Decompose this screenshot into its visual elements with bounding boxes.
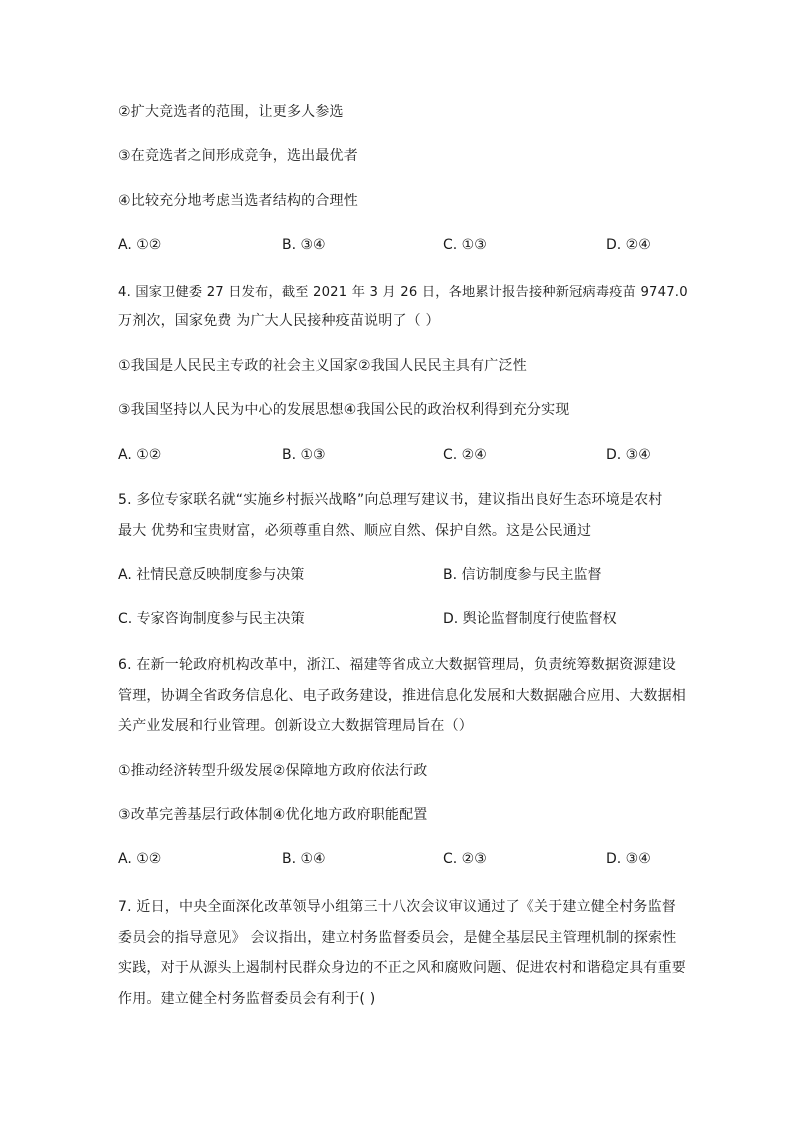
q7-stem-line-2: 委员会的指导意见》 会议指出，建立村务监督委员会，是健全基层民主管理机制的探索性 bbox=[118, 930, 677, 946]
q6-items-line-1: ①推动经济转型升级发展②保障地方政府依法行政 bbox=[118, 763, 428, 779]
q4-option-d: D. ③④ bbox=[606, 447, 651, 463]
q7-stem-line-3: 实践，对于从源头上遏制村民群众身边的不正之风和腐败问题、促进农村和谐稳定具有重要 bbox=[118, 960, 686, 976]
q6-option-b: B. ①④ bbox=[282, 851, 326, 867]
q4-items-line-2: ③我国坚持以人民为中心的发展思想④我国公民的政治权利得到充分实现 bbox=[118, 402, 570, 418]
q5-option-a: A. 社情民意反映制度参与决策 bbox=[118, 567, 305, 583]
q6-stem-line-3: 关产业发展和行业管理。创新设立大数据管理局旨在（） bbox=[118, 718, 473, 734]
q3-option-a: A. ①② bbox=[118, 237, 162, 253]
q5-option-c: C. 专家咨询制度参与民主决策 bbox=[118, 611, 305, 627]
q6-items-line-2: ③改革完善基层行政体制④优化地方政府职能配置 bbox=[118, 807, 428, 823]
q6-option-a: A. ①② bbox=[118, 851, 162, 867]
q6-option-d: D. ③④ bbox=[606, 851, 651, 867]
q5-stem-line-2: 最大 优势和宝贵财富，必须尊重自然、顺应自然、保护自然。这是公民通过 bbox=[118, 523, 592, 539]
q5-option-b: B. 信访制度参与民主监督 bbox=[443, 567, 602, 583]
q4-stem-line-1: 4. 国家卫健委 27 日发布，截至 2021 年 3 月 26 日，各地累计报告接种新冠病毒疫苗 9747.0 bbox=[118, 285, 688, 300]
q4-items-line-1: ①我国是人民民主专政的社会主义国家②我国人民民主具有广泛性 bbox=[118, 358, 527, 374]
q6-option-c: C. ②③ bbox=[443, 851, 487, 867]
q3-option-b: B. ③④ bbox=[282, 237, 326, 253]
q7-stem-line-1: 7. 近日，中央全面深化改革领导小组第三十八次会议审议通过了《关于建立健全村务监督 bbox=[118, 899, 677, 915]
q4-option-a: A. ①② bbox=[118, 447, 162, 463]
q3-option-d: D. ②④ bbox=[606, 237, 651, 253]
q5-stem-line-1: 5. 多位专家联名就“实施乡村振兴战略”向总理写建议书，建议指出良好生态环境是农村 bbox=[118, 492, 663, 508]
q3-item-3: ③在竞选者之间形成竞争，选出最优者 bbox=[118, 148, 358, 164]
q3-item-4: ④比较充分地考虑当选者结构的合理性 bbox=[118, 193, 358, 209]
q3-item-2: ②扩大竞选者的范围，让更多人参选 bbox=[118, 104, 344, 120]
q6-stem-line-2: 管理，协调全省政务信息化、电子政务建设，推进信息化发展和大数据融合应用、大数据相 bbox=[118, 688, 686, 704]
q4-option-b: B. ①③ bbox=[282, 447, 326, 463]
q6-stem-line-1: 6. 在新一轮政府机构改革中，浙江、福建等省成立大数据管理局，负责统筹数据资源建设 bbox=[118, 657, 677, 673]
q3-option-c: C. ①③ bbox=[443, 237, 487, 253]
q4-stem-line-2: 万剂次，国家免费 为广大人民接种疫苗说明了（ ） bbox=[118, 313, 440, 329]
q7-stem-line-4: 作用。建立健全村务监督委员会有利于( ) bbox=[118, 991, 376, 1007]
q5-option-d: D. 舆论监督制度行使监督权 bbox=[443, 611, 617, 627]
q4-option-c: C. ②④ bbox=[443, 447, 487, 463]
